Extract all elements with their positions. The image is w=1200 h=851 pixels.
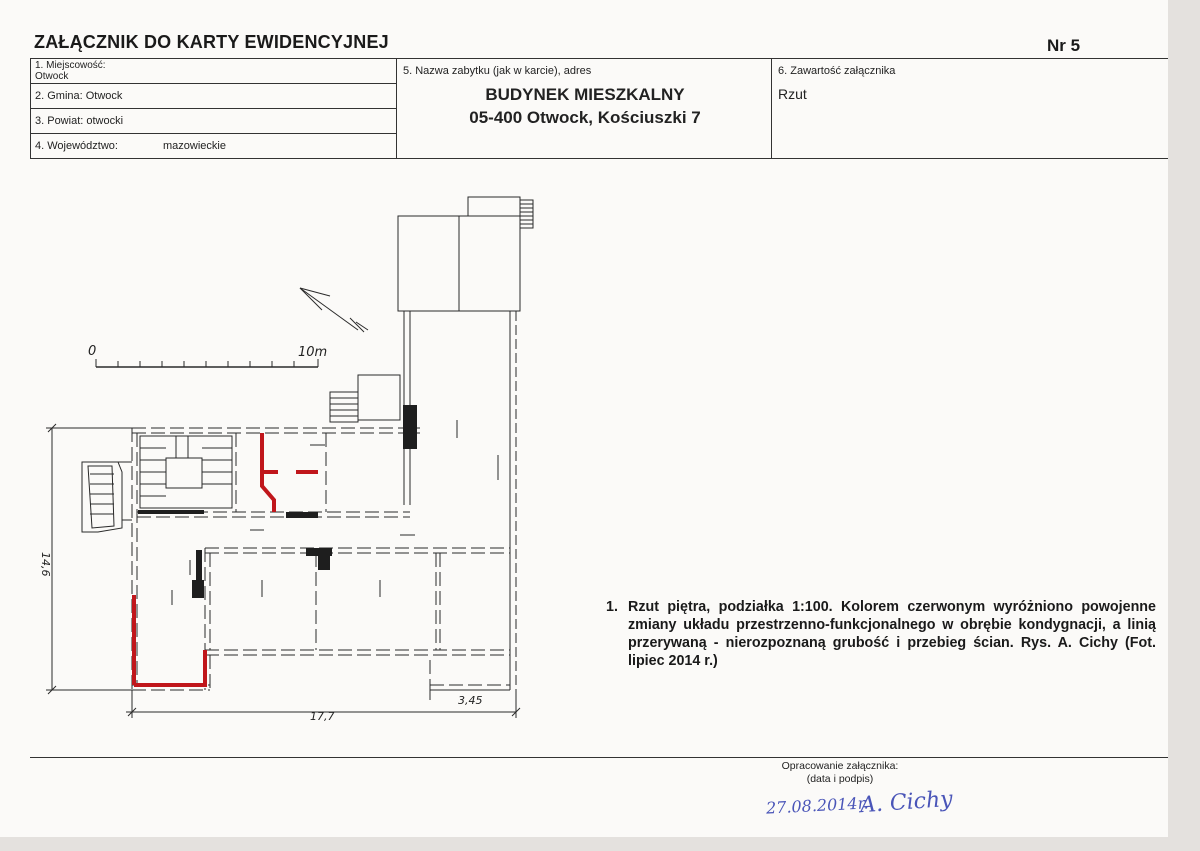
attachment-number: Nr 5 (1047, 36, 1081, 55)
scale-zero: 0 (88, 344, 97, 359)
dimension-height: 14,6 (39, 552, 52, 577)
dimension-part: 3,45 (458, 694, 483, 707)
contents-label: 6. Zawartość załącznika (778, 65, 896, 77)
handwritten-date: 27.08.2014r. (765, 793, 870, 818)
monument-name: BUDYNEK MIESZKALNY (485, 85, 685, 104)
caption (606, 598, 1156, 670)
monument-address: 05-400 Otwock, Kościuszki 7 (469, 108, 701, 127)
prepared-sub: (data i podpis) (806, 773, 874, 785)
document-title: ZAŁĄCZNIK DO KARTY EWIDENCYJNEJ (34, 32, 389, 52)
dimension-width: 17,7 (310, 710, 335, 723)
voivodeship-label: 4. Województwo: (35, 140, 118, 152)
caption-number: 1. (606, 599, 618, 615)
scale-ten-meters: 10m (298, 345, 328, 360)
voivodeship-value: mazowieckie (163, 140, 226, 152)
caption-text: Rzut piętra, podziałka 1:100. Kolorem czerwonym wyróżniono powojenne zmiany układu przestrzenno-funkcjonalnego w obrębie kondygnacji, a linią przerywaną - nierozpoznaną grubość i przebieg ścian. Rys. A. Cichy (Fot. lipiec 2014 r.) (628, 599, 1156, 669)
locality-value: Otwock (35, 71, 69, 82)
county-field: 3. Powiat: otwocki (35, 115, 124, 127)
prepared-label: Opracowanie załącznika: (781, 760, 899, 772)
commune-field: 2. Gmina: Otwock (35, 90, 123, 102)
locality-label: 1. Miejscowość: (35, 60, 106, 71)
monument-name-label: 5. Nazwa zabytku (jak w karcie), adres (403, 65, 592, 77)
rule-footer (30, 757, 1168, 758)
handwritten-signature: A. Cichy (859, 786, 954, 819)
contents-value: Rzut (778, 86, 807, 102)
